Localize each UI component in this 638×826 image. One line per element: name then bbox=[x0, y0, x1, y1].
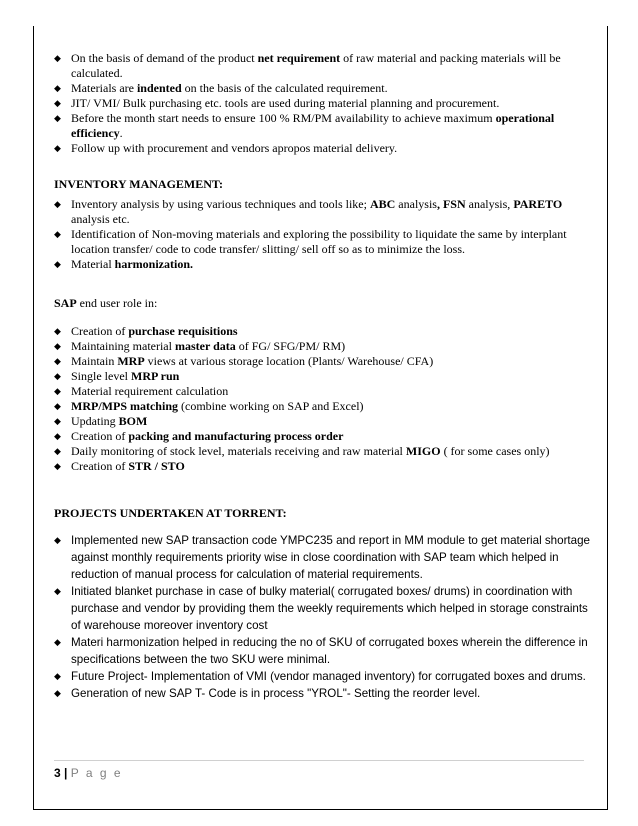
list-item-text: Future Project- Implementation of VMI (vendor managed inventory) for corrugated boxes and drums. bbox=[71, 670, 586, 683]
list-item bbox=[54, 339, 594, 354]
list-item bbox=[54, 257, 594, 272]
diamond-bullet-icon: ◆ bbox=[54, 431, 61, 441]
list-item bbox=[54, 399, 594, 414]
list-item bbox=[54, 324, 594, 339]
diamond-bullet-icon: ◆ bbox=[54, 446, 61, 456]
list-item bbox=[54, 459, 594, 474]
diamond-bullet-icon: ◆ bbox=[54, 326, 61, 336]
list-item bbox=[54, 634, 594, 668]
list-item-text: Before the month start needs to ensure 100 % RM/PM availability to achieve maximum operational efficiency. bbox=[71, 111, 555, 140]
list-item bbox=[54, 81, 594, 96]
diamond-bullet-icon: ◆ bbox=[54, 356, 61, 366]
diamond-bullet-icon: ◆ bbox=[54, 671, 61, 681]
diamond-bullet-icon: ◆ bbox=[54, 259, 61, 269]
list-item bbox=[54, 414, 594, 429]
list-item bbox=[54, 96, 594, 111]
page-border-right bbox=[607, 26, 608, 810]
diamond-bullet-icon: ◆ bbox=[54, 113, 61, 123]
list-item-text: Creation of purchase requisitions bbox=[71, 324, 238, 338]
list-item bbox=[54, 668, 594, 685]
list-item bbox=[54, 532, 594, 583]
projects-heading: PROJECTS UNDERTAKEN AT TORRENT: bbox=[54, 506, 287, 520]
diamond-bullet-icon: ◆ bbox=[54, 341, 61, 351]
list-item bbox=[54, 354, 594, 369]
list-item-text: Maintaining material master data of FG/ SFG/PM/ RM) bbox=[71, 339, 346, 353]
inventory-bullet-list bbox=[54, 197, 594, 272]
diamond-bullet-icon: ◆ bbox=[54, 98, 61, 108]
list-item-text: MRP/MPS matching (combine working on SAP and Excel) bbox=[71, 399, 364, 413]
list-item bbox=[54, 111, 594, 141]
list-item bbox=[54, 444, 594, 459]
sap-intro-bold: SAP bbox=[54, 296, 77, 310]
list-item bbox=[54, 685, 594, 702]
projects-bullet-list bbox=[54, 532, 594, 702]
diamond-bullet-icon: ◆ bbox=[54, 53, 61, 63]
page-footer bbox=[54, 766, 123, 780]
sap-bullet-list bbox=[54, 324, 594, 474]
diamond-bullet-icon: ◆ bbox=[54, 371, 61, 381]
list-item-text: Materi harmonization helped in reducing the no of SKU of corrugated boxes wherein the difference in specifications between the two SKU were minimal. bbox=[71, 636, 588, 666]
diamond-bullet-icon: ◆ bbox=[54, 83, 61, 93]
list-item bbox=[54, 384, 594, 399]
list-item bbox=[54, 583, 594, 634]
list-item-text: Implemented new SAP transaction code YMPC235 and report in MM module to get material shortage against monthly requirements priority wise in close coordination with SAP team which helped in reduction of manual process for calculation of material requirements. bbox=[71, 534, 590, 581]
list-item-text: Creation of STR / STO bbox=[71, 459, 185, 473]
list-item bbox=[54, 369, 594, 384]
list-item-text: On the basis of demand of the product net requirement of raw material and packing materials will be calculated. bbox=[71, 51, 561, 80]
list-item-text: Updating BOM bbox=[71, 414, 148, 428]
diamond-bullet-icon: ◆ bbox=[54, 229, 61, 239]
list-item-text: Single level MRP run bbox=[71, 369, 180, 383]
list-item bbox=[54, 197, 594, 227]
list-item-text: Maintain MRP views at various storage location (Plants/ Warehouse/ CFA) bbox=[71, 354, 434, 368]
page-number: 3 bbox=[54, 766, 61, 780]
sap-intro bbox=[54, 296, 157, 311]
diamond-bullet-icon: ◆ bbox=[54, 461, 61, 471]
list-item bbox=[54, 141, 594, 156]
list-item bbox=[54, 429, 594, 444]
list-item-text: JIT/ VMI/ Bulk purchasing etc. tools are used during material planning and procurement. bbox=[71, 96, 500, 110]
diamond-bullet-icon: ◆ bbox=[54, 199, 61, 209]
footer-divider bbox=[54, 760, 584, 761]
list-item-text: Daily monitoring of stock level, materials receiving and raw material MIGO ( for some cases only) bbox=[71, 444, 550, 458]
list-item-text: Materials are indented on the basis of the calculated requirement. bbox=[71, 81, 388, 95]
diamond-bullet-icon: ◆ bbox=[54, 688, 61, 698]
list-item-text: Inventory analysis by using various techniques and tools like; ABC analysis, FSN analysis, PARETO analysis etc. bbox=[71, 197, 563, 226]
diamond-bullet-icon: ◆ bbox=[54, 401, 61, 411]
list-item-text: Material requirement calculation bbox=[71, 384, 229, 398]
page-label: P a g e bbox=[70, 766, 123, 780]
list-item bbox=[54, 51, 594, 81]
page-border-left bbox=[33, 26, 34, 810]
diamond-bullet-icon: ◆ bbox=[54, 535, 61, 545]
list-item-text: Initiated blanket purchase in case of bulky material( corrugated boxes/ drums) in coordination with purchase and vendor by providing them the weekly requirements which helped in storage constraints of warehouse moreover inventory cost bbox=[71, 585, 588, 632]
list-item-text: Creation of packing and manufacturing process order bbox=[71, 429, 344, 443]
list-item-text: Follow up with procurement and vendors apropos material delivery. bbox=[71, 141, 398, 155]
diamond-bullet-icon: ◆ bbox=[54, 586, 61, 596]
inventory-heading: INVENTORY MANAGEMENT: bbox=[54, 177, 224, 191]
diamond-bullet-icon: ◆ bbox=[54, 416, 61, 426]
list-item-text: Material harmonization. bbox=[71, 257, 193, 271]
footer-separator: | bbox=[60, 766, 71, 780]
diamond-bullet-icon: ◆ bbox=[54, 637, 61, 647]
diamond-bullet-icon: ◆ bbox=[54, 386, 61, 396]
planning-bullet-list bbox=[54, 51, 594, 156]
sap-intro-text: end user role in: bbox=[76, 296, 158, 310]
list-item-text: Generation of new SAP T- Code is in process "YROL"- Setting the reorder level. bbox=[71, 687, 481, 700]
diamond-bullet-icon: ◆ bbox=[54, 143, 61, 153]
list-item-text: Identification of Non-moving materials and exploring the possibility to liquidate the same by interplant location transfer/ code to code transfer/ slitting/ sell off so as to minimize the loss. bbox=[71, 227, 567, 256]
list-item bbox=[54, 227, 594, 257]
page-border-bottom bbox=[33, 809, 608, 810]
